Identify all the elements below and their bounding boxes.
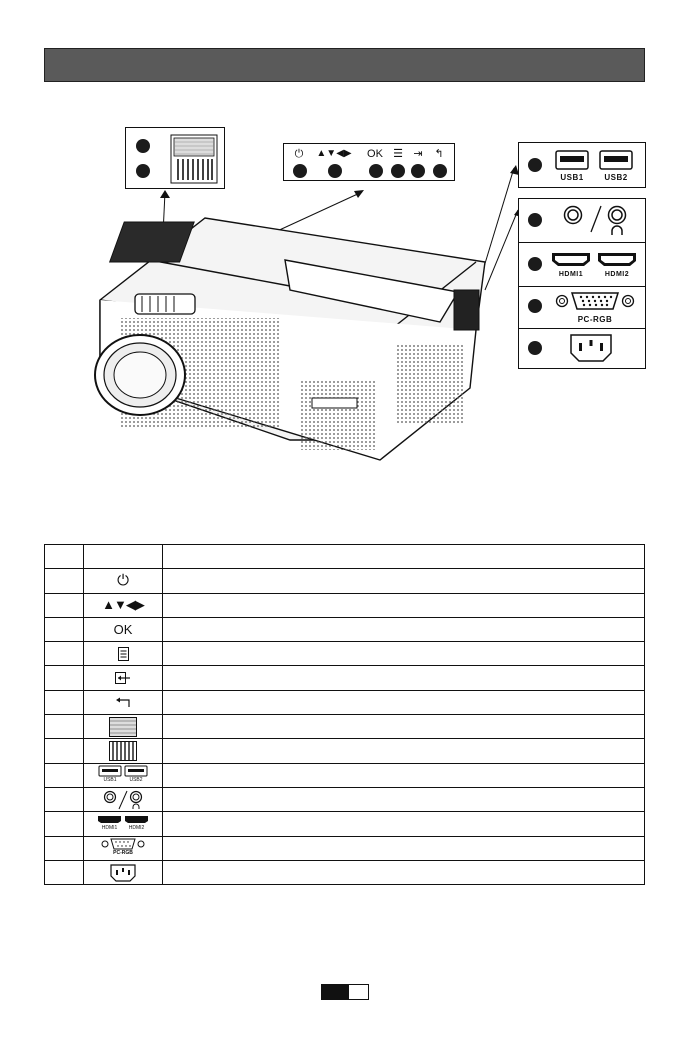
slash-divider bbox=[589, 204, 603, 234]
row-description bbox=[163, 812, 645, 836]
table-row bbox=[45, 690, 645, 714]
row-number bbox=[45, 715, 84, 739]
row-number bbox=[45, 812, 84, 836]
focus-zoom-ring-icon bbox=[170, 134, 218, 184]
hdmi2-mini-label: HDMI2 bbox=[128, 824, 145, 831]
table-row bbox=[45, 617, 645, 641]
table-row bbox=[45, 666, 645, 690]
callout-number-dot bbox=[328, 164, 342, 178]
row-number bbox=[45, 593, 84, 617]
table-row bbox=[45, 715, 645, 739]
row-number bbox=[45, 763, 84, 787]
audio-row bbox=[519, 199, 645, 243]
zoom-ring-icon bbox=[109, 741, 137, 761]
hdmi-port-icon bbox=[597, 251, 637, 267]
row-description bbox=[163, 642, 645, 666]
power-row bbox=[519, 328, 645, 368]
hdmi2-label: HDMI2 bbox=[604, 271, 630, 278]
usb1-label: USB1 bbox=[560, 173, 584, 182]
hdmi1-label: HDMI1 bbox=[558, 271, 584, 278]
row-number bbox=[45, 569, 84, 593]
ac-power-inlet-icon bbox=[569, 333, 613, 363]
row-number bbox=[45, 617, 84, 641]
header-cell bbox=[163, 545, 645, 569]
row-description bbox=[163, 715, 645, 739]
usb1-mini-label: USB1 bbox=[103, 777, 117, 784]
usb-port-icon bbox=[599, 150, 633, 170]
usb-callout bbox=[518, 142, 646, 188]
table-row bbox=[45, 593, 645, 617]
arrows-icon: ▲▼◀▶ bbox=[316, 148, 352, 159]
table-row bbox=[45, 836, 645, 860]
row-description bbox=[163, 787, 645, 811]
callout-number-dot bbox=[528, 257, 542, 271]
table-row bbox=[45, 860, 645, 884]
table-header-row bbox=[45, 545, 645, 569]
callout-number-dot bbox=[369, 164, 383, 178]
front-badge bbox=[312, 398, 357, 408]
lens-rings-top bbox=[135, 294, 195, 314]
row-description bbox=[163, 617, 645, 641]
row-number bbox=[45, 666, 84, 690]
ok-label: OK bbox=[367, 148, 383, 160]
callout-number-dot bbox=[528, 341, 542, 355]
row-description bbox=[163, 739, 645, 763]
menu-icon bbox=[118, 647, 129, 661]
side-port-panel bbox=[454, 290, 479, 330]
usb-port-icon bbox=[555, 150, 589, 170]
audio-jacks-icon bbox=[103, 790, 143, 810]
usb2-mini-label: USB2 bbox=[129, 777, 143, 784]
page-number-fill bbox=[322, 985, 349, 999]
header-cell bbox=[45, 545, 84, 569]
usb2-label: USB2 bbox=[604, 173, 628, 182]
callout-number-dot bbox=[391, 164, 405, 178]
table-row bbox=[45, 787, 645, 811]
row-number bbox=[45, 860, 84, 884]
focus-zoom-callout bbox=[125, 127, 225, 189]
callout-number-dot bbox=[136, 164, 150, 178]
callout-number-dot bbox=[528, 213, 542, 227]
row-description bbox=[163, 569, 645, 593]
callout-number-dot bbox=[528, 158, 542, 172]
keypad bbox=[110, 222, 195, 262]
parts-table bbox=[44, 544, 645, 885]
table-row bbox=[45, 739, 645, 763]
source-icon bbox=[115, 672, 131, 684]
callout-number-dot bbox=[293, 164, 307, 178]
row-number bbox=[45, 787, 84, 811]
table-row bbox=[45, 812, 645, 836]
ok-icon: OK bbox=[113, 622, 133, 638]
row-number bbox=[45, 739, 84, 763]
vga-port-icon bbox=[555, 290, 635, 312]
callout-number-dot bbox=[433, 164, 447, 178]
header-cell bbox=[84, 545, 163, 569]
callout-number-dot bbox=[528, 299, 542, 313]
row-number bbox=[45, 642, 84, 666]
source-icon: ⇥ bbox=[413, 148, 423, 160]
row-description bbox=[163, 666, 645, 690]
back-icon bbox=[115, 696, 131, 708]
power-icon: ⏻ bbox=[294, 148, 304, 160]
menu-icon: ☰ bbox=[393, 148, 403, 160]
hdmi-ports-icon bbox=[97, 815, 149, 833]
row-description bbox=[163, 593, 645, 617]
ac-inlet-icon bbox=[110, 864, 136, 882]
hdmi-port-icon bbox=[551, 251, 591, 267]
arrows-icon: ▲▼◀▶ bbox=[102, 597, 144, 613]
power-icon: ⏻ bbox=[117, 572, 129, 590]
av-jack-icon bbox=[563, 205, 583, 225]
focus-ring-icon bbox=[109, 717, 137, 737]
vga-label: PC-RGB bbox=[577, 315, 613, 324]
hdmi1-mini-label: HDMI1 bbox=[101, 824, 118, 831]
control-panel-callout bbox=[283, 143, 455, 181]
callout-number-dot bbox=[411, 164, 425, 178]
row-number bbox=[45, 836, 84, 860]
callout-number-dot bbox=[136, 139, 150, 153]
table-row bbox=[45, 763, 645, 787]
vga-row bbox=[519, 286, 645, 329]
headphone-jack-icon bbox=[607, 205, 627, 239]
row-description bbox=[163, 860, 645, 884]
hdmi-row bbox=[519, 242, 645, 287]
row-description bbox=[163, 836, 645, 860]
vga-port-icon bbox=[101, 838, 145, 858]
lens-icon bbox=[95, 335, 185, 415]
row-description bbox=[163, 690, 645, 714]
row-number bbox=[45, 690, 84, 714]
page-number-tab bbox=[321, 984, 369, 1000]
usb-ports-icon bbox=[98, 765, 148, 785]
table-row bbox=[45, 642, 645, 666]
vga-mini-label: PC-RGB bbox=[113, 850, 133, 857]
back-icon: ↰ bbox=[434, 148, 444, 160]
row-description bbox=[163, 763, 645, 787]
ports-callout bbox=[518, 198, 646, 369]
table-row bbox=[45, 569, 645, 593]
page-number bbox=[349, 985, 353, 999]
